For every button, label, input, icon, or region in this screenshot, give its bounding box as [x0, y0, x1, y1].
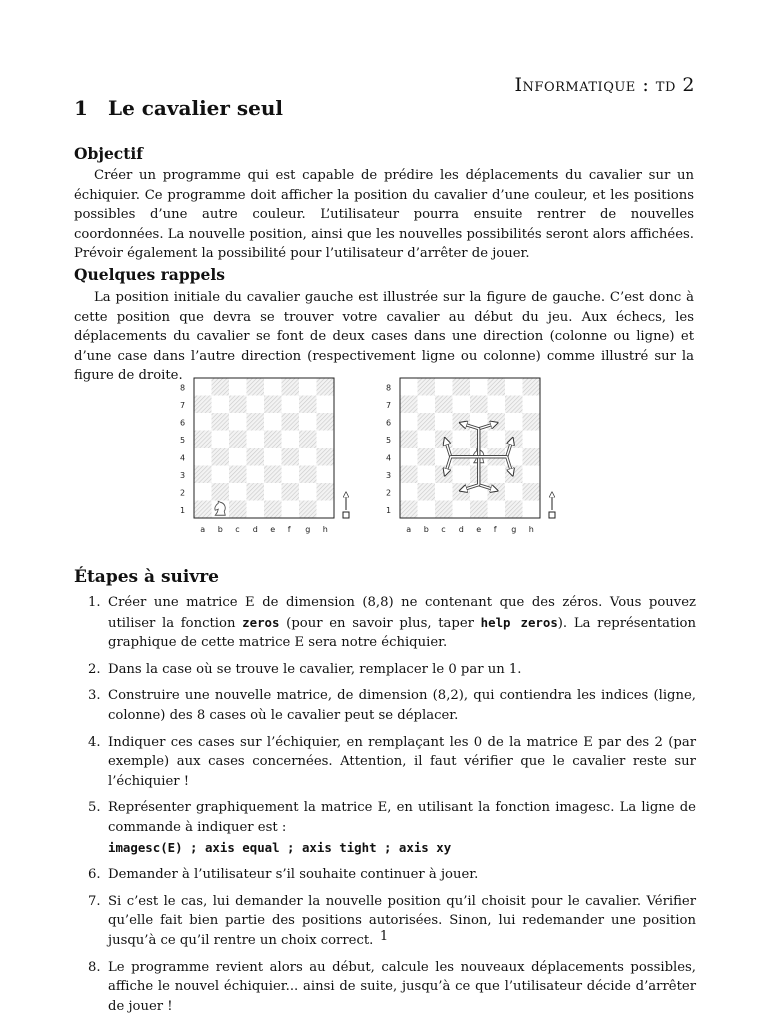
board-square	[418, 466, 436, 484]
step-item	[74, 593, 696, 653]
board-square	[400, 378, 418, 396]
inline-code: zeros	[242, 614, 280, 630]
board-square	[470, 501, 488, 519]
rank-label: 4	[386, 453, 392, 463]
step-number: 8.	[88, 959, 101, 975]
file-label: h	[322, 525, 328, 534]
rank-label: 3	[386, 470, 392, 480]
board-square	[282, 483, 300, 501]
file-label: f	[287, 525, 291, 534]
board-square	[470, 396, 488, 414]
board-square	[435, 466, 453, 484]
step-number: 1.	[88, 595, 101, 610]
board-square	[435, 396, 453, 414]
board-square	[299, 378, 317, 396]
step-item	[74, 958, 696, 1017]
step-text: (pour en savoir plus, taper	[279, 615, 481, 631]
section-title-text: Le cavalier seul	[108, 96, 284, 120]
board-square	[400, 466, 418, 484]
step-text: Représenter graphiquement la matrice E, en utilisant la fonction imagesc. La ligne de commande à indiquer est :	[108, 800, 696, 835]
board-square	[505, 431, 523, 449]
board-square	[418, 396, 436, 414]
step-text: Créer une matrice E de dimension (8,8) ne contenant que des zéros. Vous pouvez utiliser la fonction	[108, 595, 696, 631]
board-square	[194, 448, 212, 466]
board-square	[400, 483, 418, 501]
step-text: Construire une nouvelle matrice, de dimension (8,2), qui contiendra les indices (ligne, colonne) des 8 cases où le cavalier peut se déplacer.	[108, 688, 696, 723]
board-square	[282, 396, 300, 414]
board-square	[505, 413, 523, 431]
board-square	[435, 413, 453, 431]
board-square	[505, 378, 523, 396]
board-square	[317, 378, 335, 396]
board-square	[488, 396, 506, 414]
board-square	[299, 396, 317, 414]
rank-label: 5	[386, 435, 392, 445]
board-square	[453, 378, 471, 396]
board-square	[264, 448, 282, 466]
board-square	[212, 483, 230, 501]
board-square	[488, 431, 506, 449]
board-square	[317, 501, 335, 519]
rank-label: 8	[386, 383, 392, 393]
board-square	[317, 396, 335, 414]
step-text: Dans la case où se trouve le cavalier, remplacer le 0 par un 1.	[108, 661, 522, 677]
board-square	[264, 396, 282, 414]
orientation-square-icon	[343, 512, 349, 518]
board-square	[212, 413, 230, 431]
file-label: h	[528, 525, 534, 534]
board-square	[505, 501, 523, 519]
inline-code: help zeros	[480, 614, 558, 630]
board-square	[523, 448, 541, 466]
board-square	[229, 466, 247, 484]
board-square	[194, 378, 212, 396]
section-number: 1	[74, 96, 88, 120]
file-label: a	[406, 525, 412, 534]
board-square	[299, 413, 317, 431]
board-square	[523, 501, 541, 519]
board-square	[282, 501, 300, 519]
board-square	[299, 466, 317, 484]
rank-label: 6	[180, 418, 186, 428]
step-text: Demander à l’utilisateur s’il souhaite continuer à jouer.	[108, 867, 479, 883]
file-label: f	[493, 525, 497, 534]
board-square	[418, 431, 436, 449]
board-square	[453, 466, 471, 484]
rappels-paragraph: La position initiale du cavalier gauche est illustrée sur la figure de gauche. C’est donc à cette position que devra se trouver votre cavalier au début du jeu. Aux échecs, les déplacements du cavalier se font de deux cases dans une direction (colonne ou ligne) et d’une case dans l’autre direction (respectivement ligne ou colonne) comme illustré sur la figure de droite.	[74, 290, 694, 384]
board-square	[523, 431, 541, 449]
board-square	[418, 501, 436, 519]
board-square	[282, 448, 300, 466]
objectif-paragraph: Créer un programme qui est capable de prédire les déplacements du cavalier sur un échiquier. Ce programme doit afficher la position du cavalier d’une couleur, et les positions possibles d’une autre couleur. L’utilisateur pourra ensuite rentrer de nouvelles coordonnées. La nouvelle position, ainsi que les nouvelles possibilités seront alors affichées. Prévoir également la possibilité pour l’utilisateur d’arrêter de jouer.	[74, 168, 694, 262]
file-label: d	[252, 525, 258, 534]
steps-list	[74, 593, 696, 1023]
board-square	[435, 483, 453, 501]
board-square	[505, 483, 523, 501]
board-square	[523, 466, 541, 484]
rank-label: 2	[180, 488, 186, 498]
board-square	[523, 378, 541, 396]
board-square	[453, 483, 471, 501]
board-square	[435, 378, 453, 396]
board-square	[523, 396, 541, 414]
file-label: b	[423, 525, 429, 534]
board-square	[488, 483, 506, 501]
board-square	[282, 466, 300, 484]
board-square	[453, 431, 471, 449]
left-chessboard	[180, 378, 349, 534]
board-square	[418, 413, 436, 431]
board-square	[400, 431, 418, 449]
step-number: 5.	[88, 800, 101, 816]
board-square	[212, 431, 230, 449]
right-chessboard	[386, 378, 555, 534]
board-square	[247, 501, 265, 519]
board-square	[453, 396, 471, 414]
rank-label: 1	[180, 505, 186, 515]
board-square	[282, 378, 300, 396]
step-text: Indiquer ces cases sur l’échiquier, en remplaçant les 0 de la matrice E par des 2 (par exemple) aux cases concernées. Attention, il faut vérifier que le cavalier reste sur l’échiquier !	[108, 734, 696, 789]
section-title	[74, 96, 283, 120]
step-number: 2.	[88, 661, 101, 677]
board-square	[212, 466, 230, 484]
board-square	[317, 483, 335, 501]
step-text: Le programme revient alors au début, calcule les nouveaux déplacements possibles, affiche le nouvel échiquier... ainsi de suite, jusqu’à ce que l’utilisateur décide d’arrêter de jouer !	[108, 959, 696, 1014]
step-item	[74, 798, 696, 858]
step-text: Si c’est le cas, lui demander la nouvelle position qu’il choisit pour le cavalier. Vérifier qu’elle fait bien partie des positions autorisées. Sinon, lui redemander une position jusqu’à ce qu’il rentre un choix correct.	[108, 893, 696, 948]
rank-label: 4	[180, 453, 186, 463]
board-square	[247, 396, 265, 414]
board-square	[505, 466, 523, 484]
board-square	[247, 466, 265, 484]
rank-label: 2	[386, 488, 392, 498]
board-square	[418, 483, 436, 501]
board-square	[299, 483, 317, 501]
board-square	[264, 501, 282, 519]
step-item	[74, 686, 696, 725]
board-square	[194, 413, 212, 431]
board-square	[229, 448, 247, 466]
header-title: Informatique : td 2	[514, 74, 695, 96]
board-square	[194, 466, 212, 484]
board-square	[418, 378, 436, 396]
board-square	[247, 431, 265, 449]
board-square	[194, 483, 212, 501]
file-label: c	[235, 525, 240, 534]
step-number: 4.	[88, 734, 101, 750]
rank-label: 5	[180, 435, 186, 445]
board-square	[418, 448, 436, 466]
step-item	[74, 865, 696, 885]
board-square	[435, 501, 453, 519]
board-square	[523, 483, 541, 501]
board-square	[317, 466, 335, 484]
board-square	[264, 431, 282, 449]
board-square	[264, 483, 282, 501]
etapes-heading: Étapes à suivre	[74, 567, 219, 587]
board-square	[212, 448, 230, 466]
file-label: c	[441, 525, 446, 534]
objectif-heading: Objectif	[74, 144, 143, 163]
rank-label: 8	[180, 383, 186, 393]
board-square	[400, 396, 418, 414]
board-square	[247, 483, 265, 501]
board-square	[488, 466, 506, 484]
board-square	[317, 448, 335, 466]
board-square	[282, 431, 300, 449]
board-square	[264, 466, 282, 484]
board-square	[488, 378, 506, 396]
board-square	[229, 413, 247, 431]
board-square	[299, 501, 317, 519]
orientation-square-icon	[549, 512, 555, 518]
board-square	[229, 396, 247, 414]
board-square	[400, 448, 418, 466]
step-text: ). La représentation graphique de cette matrice E sera notre échiquier.	[108, 615, 696, 651]
board-square	[194, 431, 212, 449]
rank-label: 6	[386, 418, 392, 428]
file-label: e	[270, 525, 276, 534]
step-item	[74, 660, 696, 680]
board-square	[264, 413, 282, 431]
step-number: 3.	[88, 688, 101, 704]
step-number: 7.	[88, 893, 101, 909]
board-square	[505, 396, 523, 414]
board-square	[453, 501, 471, 519]
board-square	[299, 431, 317, 449]
page-number: 1	[379, 929, 389, 944]
board-square	[247, 378, 265, 396]
board-square	[264, 378, 282, 396]
rank-label: 3	[180, 470, 186, 480]
board-square	[229, 431, 247, 449]
rank-label: 1	[386, 505, 392, 515]
board-square	[247, 448, 265, 466]
board-square	[212, 378, 230, 396]
board-square	[247, 413, 265, 431]
board-square	[400, 501, 418, 519]
step-number: 6.	[88, 867, 101, 883]
rank-label: 7	[180, 400, 186, 410]
file-label: b	[217, 525, 223, 534]
file-label: g	[511, 525, 517, 534]
board-square	[212, 396, 230, 414]
board-square	[229, 483, 247, 501]
board-square	[488, 501, 506, 519]
chessboard-figure	[150, 370, 620, 552]
board-square	[229, 501, 247, 519]
page-header	[515, 74, 695, 96]
board-square	[523, 413, 541, 431]
board-square	[317, 413, 335, 431]
board-square	[194, 396, 212, 414]
board-square	[488, 413, 506, 431]
file-label: e	[476, 525, 482, 534]
board-square	[453, 413, 471, 431]
rank-label: 7	[386, 400, 392, 410]
file-label: g	[305, 525, 311, 534]
inline-code: imagesc(E) ; axis equal ; axis tight ; axis xy	[108, 839, 452, 855]
step-item	[74, 733, 696, 792]
board-square	[229, 378, 247, 396]
board-square	[470, 378, 488, 396]
rappels-heading: Quelques rappels	[74, 265, 225, 284]
board-square	[435, 431, 453, 449]
board-square	[194, 501, 212, 519]
board-square	[282, 413, 300, 431]
board-square	[299, 448, 317, 466]
file-label: d	[458, 525, 464, 534]
board-square	[400, 413, 418, 431]
board-square	[317, 431, 335, 449]
file-label: a	[200, 525, 206, 534]
